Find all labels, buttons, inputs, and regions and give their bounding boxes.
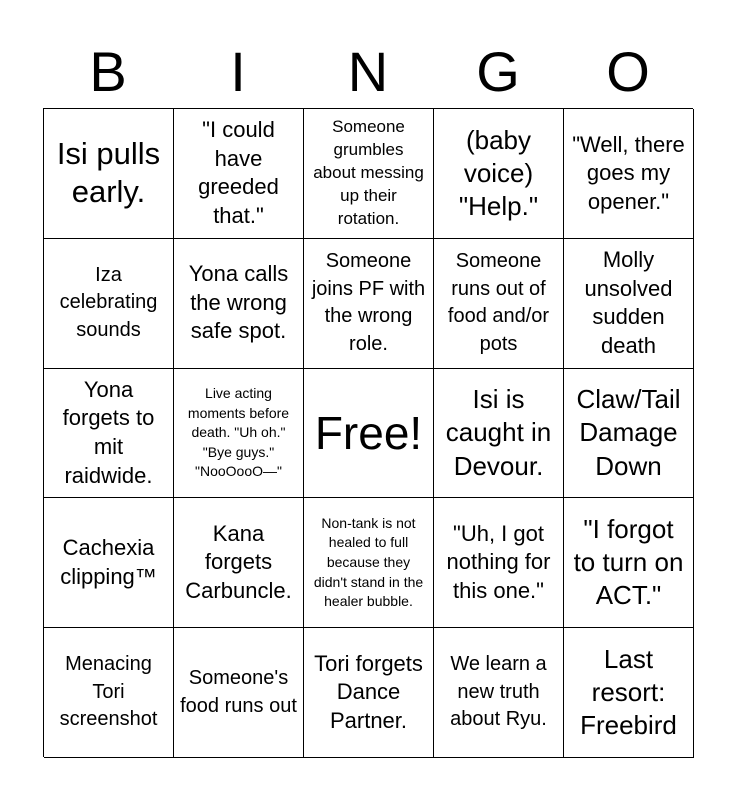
cell-text: Cachexia clipping™ bbox=[60, 535, 157, 589]
bingo-cell-r1-c3[interactable] bbox=[304, 109, 434, 239]
cell-text: Yona calls the wrong safe spot. bbox=[188, 261, 289, 344]
cell-text: Kana forgets Carbuncle. bbox=[185, 520, 292, 604]
cell-text: We learn a new truth about Ryu. bbox=[450, 653, 547, 731]
bingo-cell-r1-c2[interactable] bbox=[174, 109, 304, 239]
bingo-grid bbox=[43, 108, 693, 757]
bingo-cell-r5-c1[interactable] bbox=[44, 628, 174, 758]
bingo-cell-r3-c2[interactable] bbox=[174, 369, 304, 499]
bingo-cell-r5-c2[interactable] bbox=[174, 628, 304, 758]
cell-text: Claw/Tail Damage Down bbox=[576, 384, 681, 481]
header-letter-o: O bbox=[606, 40, 650, 103]
bingo-cell-r5-c3[interactable] bbox=[304, 628, 434, 758]
bingo-cell-r4-c4[interactable] bbox=[434, 498, 564, 628]
bingo-cell-r4-c2[interactable] bbox=[174, 498, 304, 628]
header-letter-g: G bbox=[476, 40, 520, 103]
bingo-cell-r3-c4[interactable] bbox=[434, 369, 564, 499]
cell-text: Menacing Tori screenshot bbox=[59, 653, 158, 731]
bingo-cell-r3-c5[interactable] bbox=[564, 369, 694, 499]
cell-text: Last resort: Freebird bbox=[580, 643, 677, 741]
cell-text: Someone runs out of food and/or pots bbox=[447, 250, 550, 355]
header-letter-b: B bbox=[89, 40, 127, 103]
cell-text: (baby voice) "Help." bbox=[458, 124, 539, 222]
cell-text: Someone grumbles about messing up their rotation. bbox=[313, 117, 424, 228]
bingo-cell-r3-c3-free[interactable] bbox=[304, 369, 434, 499]
bingo-cell-r2-c2[interactable] bbox=[174, 239, 304, 369]
cell-text: Someone's food runs out bbox=[180, 666, 297, 717]
bingo-cell-r5-c4[interactable] bbox=[434, 628, 564, 758]
cell-text: "Well, there goes my opener." bbox=[572, 131, 685, 214]
cell-text: "I forgot to turn on ACT." bbox=[573, 513, 684, 611]
free-space-text: Free! bbox=[314, 406, 423, 459]
cell-text: Yona forgets to mit raidwide. bbox=[62, 376, 155, 488]
header-letter-i: I bbox=[230, 40, 246, 103]
bingo-cell-r2-c5[interactable] bbox=[564, 239, 694, 369]
cell-text: Non-tank is not healed to full because they didn't stand in the healer bubble. bbox=[313, 514, 424, 610]
cell-text: Iza celebrating sounds bbox=[59, 263, 158, 341]
bingo-cell-r4-c3[interactable] bbox=[304, 498, 434, 628]
bingo-cell-r5-c5[interactable] bbox=[564, 628, 694, 758]
bingo-cell-r1-c5[interactable] bbox=[564, 109, 694, 239]
bingo-cell-r3-c1[interactable] bbox=[44, 369, 174, 499]
bingo-header bbox=[43, 36, 693, 108]
bingo-cell-r4-c1[interactable] bbox=[44, 498, 174, 628]
cell-text: Live acting moments before death. "Uh oh." "Bye guys." "NooOooO—" bbox=[187, 385, 290, 480]
bingo-cell-r2-c4[interactable] bbox=[434, 239, 564, 369]
bingo-cell-r2-c3[interactable] bbox=[304, 239, 434, 369]
bingo-cell-r4-c5[interactable] bbox=[564, 498, 694, 628]
bingo-cell-r1-c1[interactable] bbox=[44, 109, 174, 239]
bingo-cell-r1-c4[interactable] bbox=[434, 109, 564, 239]
cell-text: Isi pulls early. bbox=[56, 135, 161, 210]
cell-text: Molly unsolved sudden death bbox=[584, 247, 673, 358]
cell-text: Isi is caught in Devour. bbox=[445, 384, 552, 481]
bingo-cell-r2-c1[interactable] bbox=[44, 239, 174, 369]
cell-text: "I could have greeded that." bbox=[198, 117, 279, 228]
cell-text: Tori forgets Dance Partner. bbox=[314, 650, 423, 733]
cell-text: Someone joins PF with the wrong role. bbox=[311, 250, 426, 355]
header-letter-n: N bbox=[347, 40, 389, 103]
cell-text: "Uh, I got nothing for this one." bbox=[446, 520, 551, 604]
